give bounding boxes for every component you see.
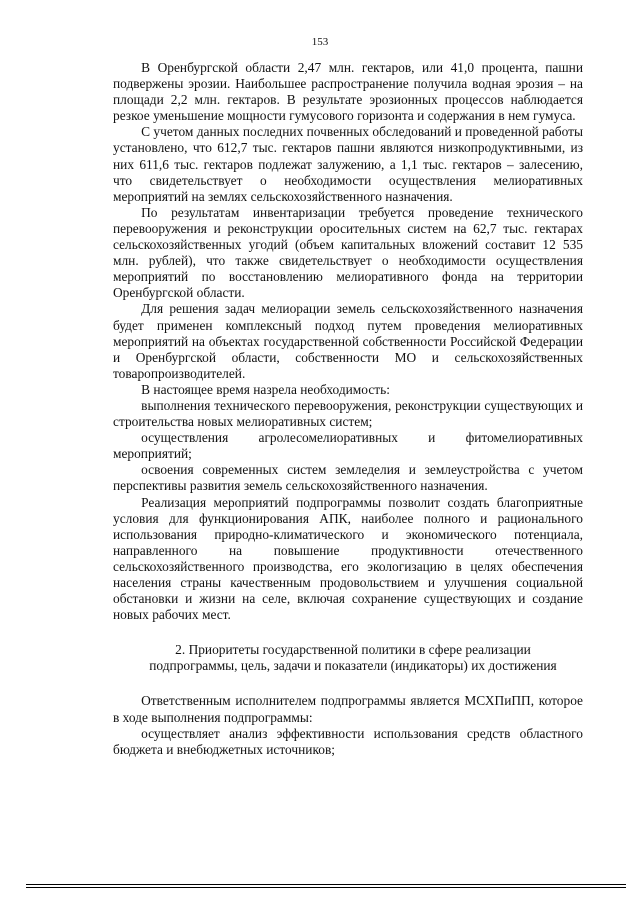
page-number: 153 bbox=[311, 36, 329, 48]
paragraph-approach: Для решения задач мелиорации земель сельскохозяйственного назначения будет применен комплексный подход путем проведения мелиоративных мероприятий на объектах государственной собственности Российской Федерации и Оренбургской области, собственности МО и сельскохозяйственных товаропроизводителей. bbox=[113, 301, 583, 381]
paragraph-soil-survey: С учетом данных последних почвенных обследований и проведенной работы установлено, что 612,7 тыс. гектаров пашни являются низкопродуктивными, из них 611,6 тыс. гектаров подлежат залужению, а 1,1 тыс. гектаров – залесению, что свидетельствует о необходимости осуществления мелиоративных мероприятий на землях сельскохозяйственного назначения. bbox=[113, 124, 583, 204]
paragraph-responsible-executor: Ответственным исполнителем подпрограммы является МСХПиПП, которое в ходе выполнения подпрограммы: bbox=[113, 693, 583, 725]
section-heading bbox=[113, 642, 583, 674]
section-heading-line2: подпрограммы, цель, задачи и показатели (индикаторы) их достижения bbox=[149, 658, 557, 674]
list-item-reconstruction: выполнения технического перевооружения, реконструкции существующих и строительства новых мелиоративных систем; bbox=[113, 397, 583, 430]
paragraph-erosion: В Оренбургской области 2,47 млн. гектаров, или 41,0 процента, пашни подвержены эрозии. Наибольшее распространение получила водная эрозия – на площади 2,2 млн. гектаров. В результате эрозионных процессов наблюдается резкое уменьшение мощности гумусового горизонта и содержания в нем гумуса. bbox=[113, 60, 583, 124]
section-heading-line1: 2. Приоритеты государственной политики в сфере реализации bbox=[175, 642, 531, 658]
paragraph-implementation: Реализация мероприятий подпрограммы позволит создать благоприятные условия для функционирования АПК, наиболее полного и рационального использования природно-климатического и экономического потенциала, направленного на повышение продуктивности отечественного сельскохозяйственного производства, его экологизацию в целях обеспечения населения страны качественным продовольствием и улучшения социальной обстановки и жизни на селе, включая сохранение существующих и создание новых рабочих мест. bbox=[113, 494, 583, 623]
bottom-rule-secondary bbox=[26, 887, 626, 888]
list-item-budget-analysis: осуществляет анализ эффективности использования средств областного бюджета и внебюджетных источников; bbox=[113, 725, 583, 757]
paragraph-necessity-intro: В настоящее время назрела необходимость: bbox=[141, 381, 390, 397]
bottom-rule bbox=[26, 884, 626, 885]
document-body bbox=[113, 60, 583, 758]
list-item-farming-systems: освоения современных систем земледелия и землеустройства с учетом перспективы развития земель сельскохозяйственного назначения. bbox=[113, 462, 583, 494]
list-item-agroforestry: осуществления агролесомелиоративных и фитомелиоративных мероприятий; bbox=[113, 430, 583, 462]
paragraph-inventory: По результатам инвентаризации требуется проведение технического перевооружения и реконструкции оросительных систем на 62,7 тыс. гектарах сельскохозяйственных угодий (объем капитальных вложений составит 12 535 млн. рублей), что также свидетельствует о необходимости осуществления мероприятий по восстановлению мелиоративного фонда на территории Оренбургской области. bbox=[113, 204, 583, 301]
